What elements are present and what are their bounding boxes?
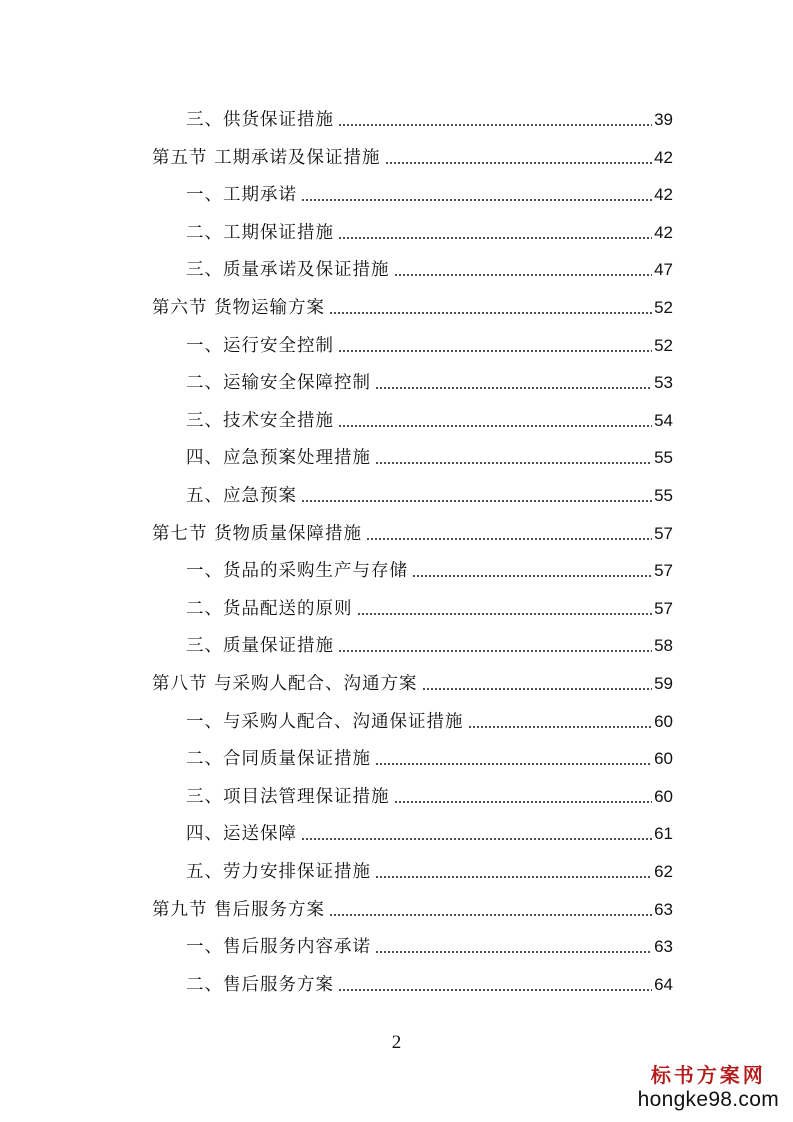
toc-subsection-entry[interactable] (186, 403, 673, 433)
toc-entry-title: 三、技术安全措施 (186, 410, 334, 431)
watermark-logo (638, 1062, 779, 1112)
dot-leader (375, 875, 652, 879)
toc-entry-title: 二、售后服务方案 (186, 974, 334, 995)
toc-entry-title: 二、运输安全保障控制 (186, 373, 371, 394)
toc-entry-title: 二、货品配送的原则 (186, 598, 353, 619)
toc-entry-page-number: 63 (654, 899, 673, 919)
dot-leader (375, 386, 652, 390)
dot-leader (338, 649, 652, 653)
toc-subsection-entry[interactable] (186, 553, 673, 583)
toc-entry-title: 三、质量保证措施 (186, 636, 334, 657)
dot-leader (338, 236, 652, 240)
dot-leader (468, 725, 653, 729)
dot-leader (375, 950, 652, 954)
toc-entry-page-number: 42 (654, 222, 673, 242)
dot-leader (375, 762, 652, 766)
dot-leader (338, 424, 652, 428)
dot-leader (338, 988, 652, 992)
toc-entry-page-number: 64 (654, 974, 673, 994)
toc-entry-page-number: 60 (654, 786, 673, 806)
toc-entry-page-number: 57 (654, 561, 673, 581)
toc-subsection-entry[interactable] (186, 628, 673, 658)
toc-entry-title: 第五节 工期承诺及保证措施 (152, 147, 381, 168)
toc-entry-page-number: 57 (654, 598, 673, 618)
dot-leader (412, 574, 652, 578)
dot-leader (301, 499, 652, 503)
page-number: 2 (391, 1032, 402, 1053)
toc-entry-page-number: 58 (654, 636, 673, 656)
toc-subsection-entry[interactable] (186, 854, 673, 884)
toc-entry-page-number: 55 (654, 448, 673, 468)
toc-entry-page-number: 62 (654, 862, 673, 881)
dot-leader (375, 461, 652, 465)
dot-leader (301, 198, 652, 202)
toc-entry-title: 第九节 售后服务方案 (152, 899, 326, 920)
toc-entry-title: 第七节 货物质量保障措施 (152, 523, 363, 544)
toc-subsection-entry[interactable] (186, 252, 673, 282)
toc-entry-page-number: 60 (654, 749, 673, 769)
toc-entry-page-number: 54 (654, 410, 673, 430)
dot-leader (338, 349, 652, 353)
toc-section-entry[interactable] (152, 666, 673, 696)
toc-subsection-entry[interactable] (186, 440, 673, 470)
toc-entry-title: 一、工期承诺 (186, 185, 297, 206)
toc-entry-title: 一、货品的采购生产与存储 (186, 561, 408, 582)
toc-entry-page-number: 59 (654, 674, 673, 693)
toc-entry-page-number: 39 (654, 110, 673, 129)
toc-entry-page-number: 53 (654, 373, 673, 393)
toc-section-entry[interactable] (152, 892, 673, 922)
toc-entry-title: 第八节 与采购人配合、沟通方案 (152, 674, 418, 694)
dot-leader (357, 612, 653, 616)
toc-entry-title: 第六节 货物运输方案 (152, 298, 326, 318)
dot-leader (366, 537, 652, 541)
toc-entry-page-number: 42 (654, 147, 673, 167)
dot-leader (394, 273, 653, 277)
toc-entry-page-number: 42 (654, 185, 673, 205)
toc-entry-page-number: 55 (654, 486, 673, 505)
dot-leader (394, 800, 653, 804)
toc-subsection-entry[interactable] (186, 478, 673, 508)
toc-entry-title: 三、质量承诺及保证措施 (186, 260, 390, 281)
toc-entry-title: 五、应急预案 (186, 486, 297, 506)
toc-subsection-entry[interactable] (186, 741, 673, 771)
toc-entry-page-number: 60 (654, 711, 673, 731)
dot-leader (338, 123, 652, 127)
toc-entry-title: 三、供货保证措施 (186, 110, 334, 130)
watermark-title: 标书方案网 (650, 1063, 766, 1087)
toc-entry-title: 四、应急预案处理措施 (186, 448, 371, 469)
dot-leader (329, 913, 652, 917)
dot-leader (301, 837, 652, 841)
toc-entry-page-number: 57 (654, 523, 673, 543)
toc-subsection-entry[interactable] (186, 591, 673, 621)
watermark-url: hongke98.com (637, 1088, 779, 1111)
toc-entry-page-number: 63 (654, 937, 673, 957)
toc-section-entry[interactable] (152, 516, 673, 546)
dot-leader (422, 687, 653, 691)
toc-entry-title: 三、项目法管理保证措施 (186, 786, 390, 807)
toc-section-entry[interactable] (152, 140, 673, 170)
toc-subsection-entry[interactable] (186, 929, 673, 959)
dot-leader (329, 311, 652, 315)
toc-entry-page-number: 52 (654, 335, 673, 355)
toc-entry-title: 二、工期保证措施 (186, 222, 334, 243)
toc-subsection-entry[interactable] (186, 816, 673, 846)
toc-subsection-entry[interactable] (186, 102, 673, 132)
toc-section-entry[interactable] (152, 290, 673, 320)
toc-entry-page-number: 61 (654, 824, 673, 844)
toc-entry-title: 二、合同质量保证措施 (186, 749, 371, 770)
toc-entry-title: 一、售后服务内容承诺 (186, 937, 371, 958)
toc-entry-title: 一、与采购人配合、沟通保证措施 (186, 711, 464, 732)
toc-subsection-entry[interactable] (186, 328, 673, 358)
toc-entry-title: 四、运送保障 (186, 824, 297, 845)
toc-subsection-entry[interactable] (186, 967, 673, 997)
toc-subsection-entry[interactable] (186, 177, 673, 207)
toc-entry-page-number: 52 (654, 298, 673, 317)
toc-subsection-entry[interactable] (186, 779, 673, 809)
toc-subsection-entry[interactable] (186, 215, 673, 245)
toc-subsection-entry[interactable] (186, 365, 673, 395)
toc-entry-title: 五、劳力安排保证措施 (186, 862, 371, 882)
dot-leader (385, 161, 653, 165)
toc-subsection-entry[interactable] (186, 704, 673, 734)
toc-entry-page-number: 47 (654, 260, 673, 280)
toc-entry-title: 一、运行安全控制 (186, 335, 334, 356)
